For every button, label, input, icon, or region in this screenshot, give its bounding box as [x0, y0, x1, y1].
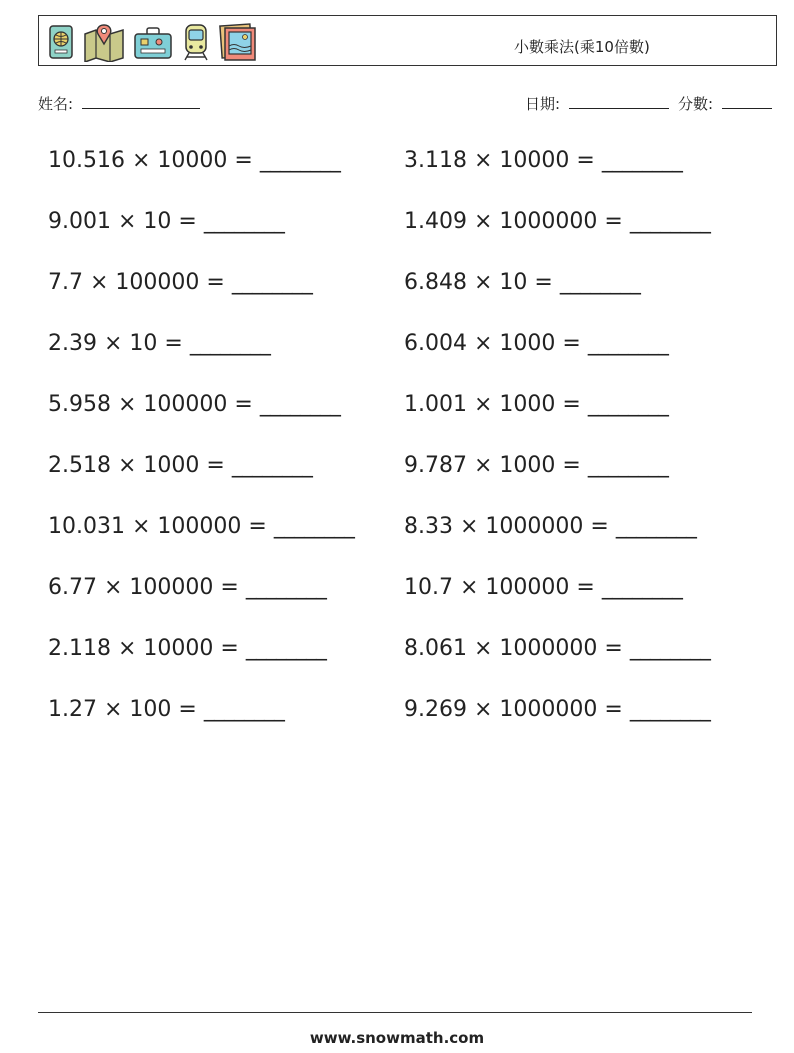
problem-right-3 — [404, 270, 640, 295]
answer-blank[interactable]: ________ — [629, 697, 710, 722]
operand-a: 8.33 — [404, 514, 453, 539]
operand-b: 100000 — [157, 514, 242, 539]
operand-a: 6.848 — [404, 270, 467, 295]
equals-symbol: = — [157, 331, 190, 356]
operand-a: 10.516 — [48, 148, 125, 173]
equals-symbol: = — [527, 270, 560, 295]
answer-blank[interactable]: ________ — [231, 453, 312, 478]
date-field — [525, 93, 669, 114]
operand-b: 100000 — [115, 270, 200, 295]
problem-right-5 — [404, 392, 668, 417]
passport-icon — [47, 22, 75, 62]
equals-symbol: = — [555, 453, 588, 478]
answer-blank[interactable]: ________ — [629, 636, 710, 661]
problem-right-7 — [404, 514, 696, 539]
operand-a: 1.001 — [404, 392, 467, 417]
operand-a: 9.001 — [48, 209, 111, 234]
operand-b: 1000000 — [499, 209, 598, 234]
problem-left-3 — [48, 270, 312, 295]
operand-b: 100000 — [485, 575, 570, 600]
answer-blank[interactable]: ________ — [231, 270, 312, 295]
suitcase-icon — [133, 22, 173, 62]
score-blank[interactable] — [722, 94, 772, 109]
worksheet-header — [38, 15, 777, 66]
times-symbol: × — [466, 697, 500, 722]
equals-symbol: = — [171, 697, 204, 722]
equals-symbol: = — [227, 148, 260, 173]
times-symbol: × — [110, 453, 144, 478]
answer-blank[interactable]: ________ — [245, 575, 326, 600]
problem-right-6 — [404, 453, 668, 478]
problem-left-1 — [48, 148, 340, 173]
equals-symbol: = — [241, 514, 274, 539]
footer-divider — [38, 1012, 752, 1013]
problem-left-10 — [48, 697, 284, 722]
operand-a: 5.958 — [48, 392, 111, 417]
map-icon — [83, 22, 125, 62]
times-symbol: × — [466, 148, 500, 173]
times-symbol: × — [124, 514, 158, 539]
problem-left-7 — [48, 514, 354, 539]
answer-blank[interactable]: ________ — [601, 575, 682, 600]
operand-b: 1000 — [499, 453, 556, 478]
equals-symbol: = — [583, 514, 616, 539]
answer-blank[interactable]: ________ — [203, 209, 284, 234]
answer-blank[interactable]: ________ — [629, 209, 710, 234]
operand-a: 1.409 — [404, 209, 467, 234]
times-symbol: × — [466, 209, 500, 234]
score-label: 分數: — [678, 95, 714, 113]
operand-a: 3.118 — [404, 148, 467, 173]
equals-symbol: = — [213, 575, 246, 600]
problem-right-4 — [404, 331, 668, 356]
name-label: 姓名: — [38, 95, 74, 113]
times-symbol: × — [96, 331, 130, 356]
equals-symbol: = — [555, 392, 588, 417]
operand-a: 1.27 — [48, 697, 97, 722]
operand-b: 100000 — [129, 575, 214, 600]
problem-left-6 — [48, 453, 312, 478]
times-symbol: × — [466, 453, 500, 478]
equals-symbol: = — [213, 636, 246, 661]
problem-left-5 — [48, 392, 340, 417]
answer-blank[interactable]: ________ — [245, 636, 326, 661]
operand-b: 10000 — [157, 148, 228, 173]
operand-a: 8.061 — [404, 636, 467, 661]
problem-right-2 — [404, 209, 710, 234]
operand-a: 9.787 — [404, 453, 467, 478]
operand-a: 6.004 — [404, 331, 467, 356]
operand-b: 1000 — [143, 453, 200, 478]
answer-blank[interactable]: ________ — [587, 392, 668, 417]
problem-right-8 — [404, 575, 682, 600]
times-symbol: × — [83, 270, 116, 295]
answer-blank[interactable]: ________ — [259, 148, 340, 173]
equals-symbol: = — [569, 575, 602, 600]
operand-b: 100 — [129, 697, 172, 722]
times-symbol: × — [124, 148, 158, 173]
answer-blank[interactable]: ________ — [601, 148, 682, 173]
equals-symbol: = — [597, 697, 630, 722]
equals-symbol: = — [171, 209, 204, 234]
answer-blank[interactable]: ________ — [587, 331, 668, 356]
operand-b: 10 — [143, 209, 172, 234]
equals-symbol: = — [555, 331, 588, 356]
problem-left-2 — [48, 209, 284, 234]
operand-a: 10.031 — [48, 514, 125, 539]
equals-symbol: = — [199, 453, 232, 478]
photo-icon — [219, 22, 257, 62]
operand-a: 7.7 — [48, 270, 83, 295]
name-blank[interactable] — [82, 94, 200, 109]
answer-blank[interactable]: ________ — [559, 270, 640, 295]
answer-blank[interactable]: ________ — [259, 392, 340, 417]
page-title: 小數乘法(乘10倍數) — [514, 38, 650, 56]
problem-right-9 — [404, 636, 710, 661]
times-symbol: × — [466, 331, 500, 356]
operand-a: 10.7 — [404, 575, 453, 600]
operand-a: 6.77 — [48, 575, 97, 600]
operand-b: 100000 — [143, 392, 228, 417]
answer-blank[interactable]: ________ — [203, 697, 284, 722]
equals-symbol: = — [227, 392, 260, 417]
operand-a: 2.39 — [48, 331, 97, 356]
date-blank[interactable] — [569, 94, 669, 109]
times-symbol: × — [452, 514, 486, 539]
problem-left-4 — [48, 331, 270, 356]
operand-b: 10 — [499, 270, 528, 295]
operand-b: 10 — [129, 331, 158, 356]
times-symbol: × — [452, 575, 486, 600]
times-symbol: × — [466, 270, 500, 295]
times-symbol: × — [466, 636, 500, 661]
operand-a: 9.269 — [404, 697, 467, 722]
answer-blank[interactable]: ________ — [615, 514, 696, 539]
footer-url: www.snowmath.com — [309, 1029, 485, 1047]
problem-left-9 — [48, 636, 326, 661]
operand-b: 1000000 — [485, 514, 584, 539]
equals-symbol: = — [199, 270, 232, 295]
operand-a: 2.518 — [48, 453, 111, 478]
date-label: 日期: — [525, 95, 561, 113]
name-field — [38, 93, 200, 114]
equals-symbol: = — [597, 209, 630, 234]
operand-b: 10000 — [143, 636, 214, 661]
answer-blank[interactable]: ________ — [587, 453, 668, 478]
equals-symbol: = — [597, 636, 630, 661]
problem-right-10 — [404, 697, 710, 722]
score-field — [678, 93, 772, 114]
answer-blank[interactable]: ________ — [273, 514, 354, 539]
times-symbol: × — [110, 392, 144, 417]
operand-b: 1000000 — [499, 697, 598, 722]
answer-blank[interactable]: ________ — [189, 331, 270, 356]
times-symbol: × — [110, 209, 144, 234]
problem-left-8 — [48, 575, 326, 600]
times-symbol: × — [96, 697, 130, 722]
operand-b: 10000 — [499, 148, 570, 173]
operand-b: 1000000 — [499, 636, 598, 661]
equals-symbol: = — [569, 148, 602, 173]
header-icons — [47, 21, 257, 63]
train-icon — [181, 22, 211, 62]
times-symbol: × — [110, 636, 144, 661]
operand-b: 1000 — [499, 331, 556, 356]
operand-a: 2.118 — [48, 636, 111, 661]
operand-b: 1000 — [499, 392, 556, 417]
problem-right-1 — [404, 148, 682, 173]
times-symbol: × — [96, 575, 130, 600]
times-symbol: × — [466, 392, 500, 417]
